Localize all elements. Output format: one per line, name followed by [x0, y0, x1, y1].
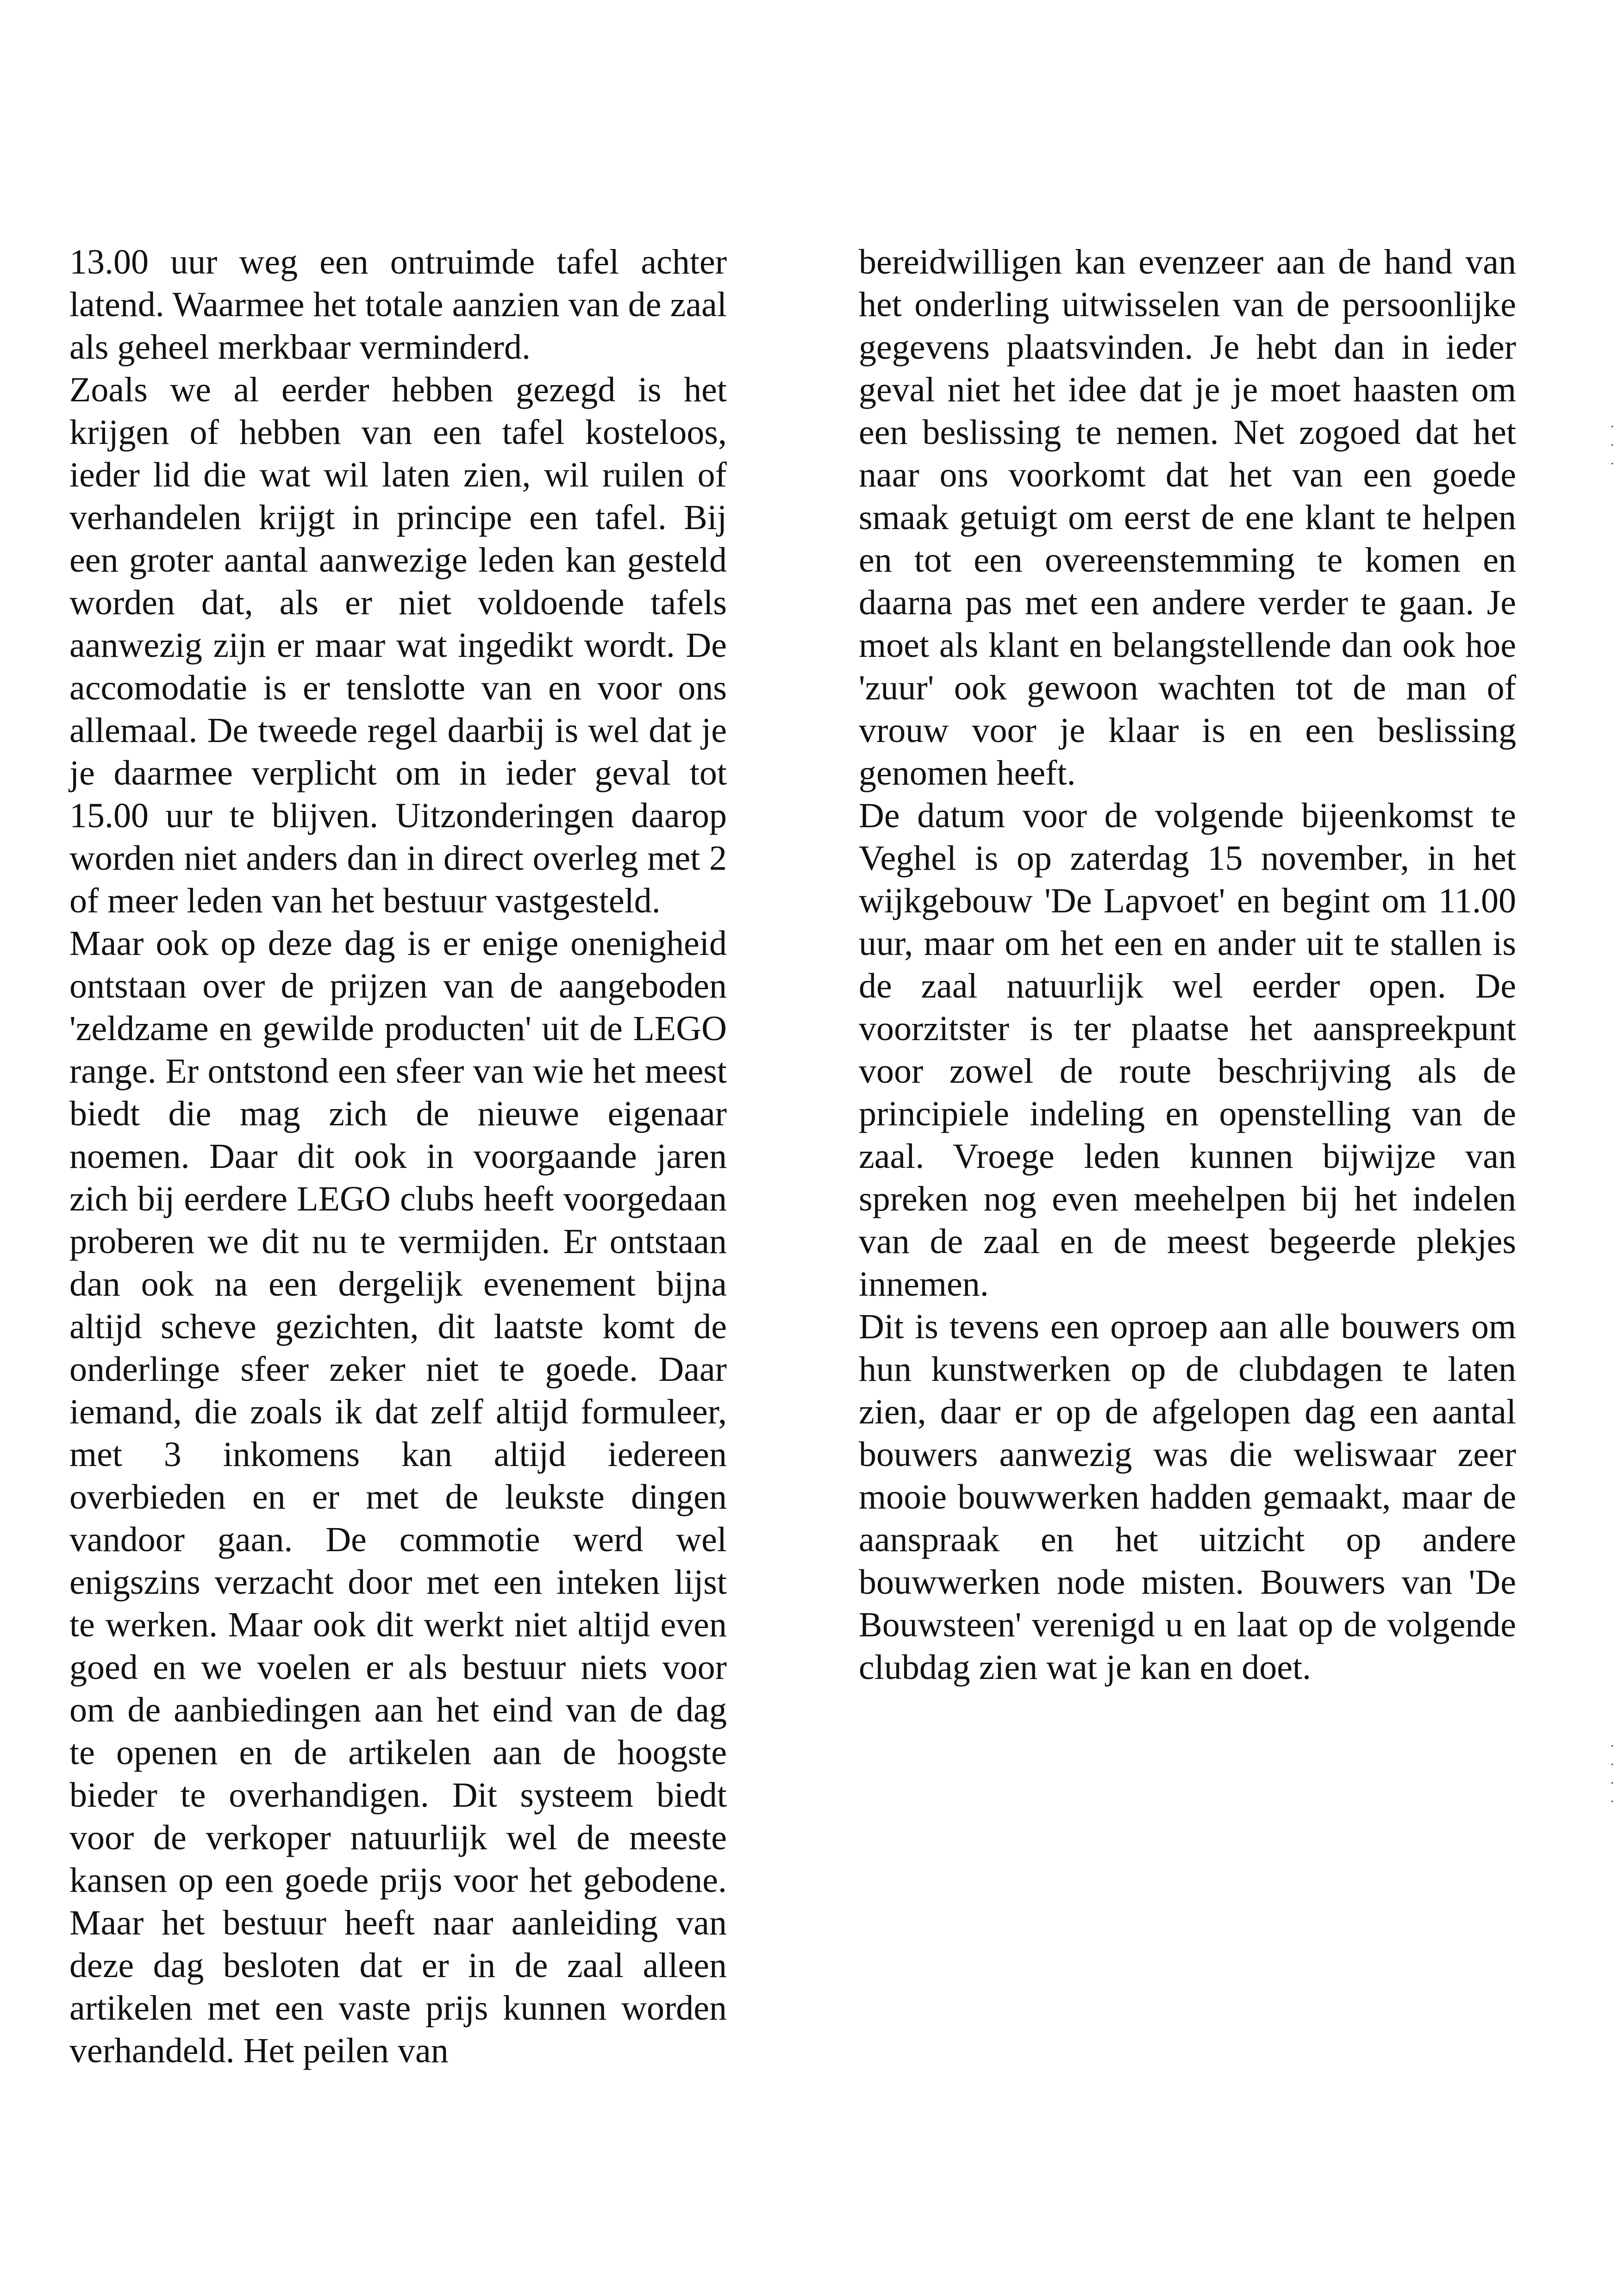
right-paragraph-2: De datum voor de volgende bijeenkomst te Veghel is op zaterdag 15 november, in het wijkgebouw 'De Lapvoet' en begint om 11.00 uur, maar om het een en ander uit te stallen is de zaal natuurlijk wel eerder open. De voorzitster is ter plaatse het aanspreekpunt voor zowel de route beschrijving als de principiele indeling en openstelling van de zaal. Vroege leden kunnen bijwijze van spreken nog even meehelpen bij het indelen van de zaal en de meest begeerde plekjes innemen.	[859, 796, 1516, 1304]
right-paragraph-3: Dit is tevens een oproep aan alle bouwers om hun kunstwerken op de clubdagen te laten zien, daar er op de afgelopen dag een aantal bouwers aanwezig was die weliswaar zeer mooie bouwwerken hadden gemaakt, maar de aanspraak en het uitzicht op andere bouwwerken node misten. Bouwers van 'De Bouwsteen' verenigd u en laat op de volgende clubdag zien wat je kan en doet.	[859, 1307, 1516, 1687]
scan-speck: ·	[1610, 1756, 1615, 1771]
left-paragraph-2: Zoals we al eerder hebben gezegd is het krijgen of hebben van een tafel kosteloos, ieder lid die wat wil laten zien, wil ruilen of verhandelen krijgt in principe een tafel. Bij een groter aantal aanwezige leden kan gesteld worden dat, als er niet voldoende tafels aanwezig zijn er maar wat ingedikt wordt. De accomodatie is er tenslotte van en voor ons allemaal. De tweede regel daarbij is wel dat je je daarmee verplicht om in ieder geval tot 15.00 uur te blijven. Uitzonderingen daarop worden niet anders dan in direct overleg met 2 of meer leden van het bestuur vastgesteld.	[69, 370, 727, 920]
scan-speck: ·	[1610, 1793, 1615, 1808]
scan-margin-marks-top	[1610, 417, 1619, 472]
right-text-column	[859, 241, 1516, 1689]
right-paragraph-1: bereidwilligen kan evenzeer aan de hand van het onderling uitwisselen van de persoonlijke gegevens plaatsvinden. Je hebt dan in ieder geval niet het idee dat je je moet haasten om een beslissing te nemen. Net zogoed dat het naar ons voorkomt dat het van een goede smaak getuigt om eerst de ene klant te helpen en tot een overeenstemming te komen en daarna pas met een andere verder te gaan. Je moet als klant en belangstellende dan ook hoe 'zuur' ook gewoon wachten tot de man of vrouw voor je klaar is en een beslissing genomen heeft.	[859, 243, 1516, 792]
left-text-column	[69, 241, 727, 2072]
left-paragraph-3: Maar ook op deze dag is er enige onenigheid ontstaan over de prijzen van de aangeboden 'zeldzame en gewilde producten' uit de LEGO range. Er ontstond een sfeer van wie het meest biedt die mag zich de nieuwe eigenaar noemen. Daar dit ook in voorgaande jaren zich bij eerdere LEGO clubs heeft voorgedaan proberen we dit nu te vermijden. Er ontstaan dan ook na een dergelijk evenement bijna altijd scheve gezichten, dit laatste komt de onderlinge sfeer zeker niet te goede. Daar iemand, die zoals ik dat zelf altijd formuleer, met 3 inkomens kan altijd iedereen overbieden en er met de leukste dingen vandoor gaan. De commotie werd wel enigszins verzacht door met een inteken lijst te werken. Maar ook dit werkt niet altijd even goed en we voelen er als bestuur niets voor om de aanbiedingen aan het eind van de dag te openen en de artikelen aan de hoogste bieder te overhandigen. Dit systeem biedt voor de verkoper natuurlijk wel de meeste kansen op een goede prijs voor het gebodene. Maar het bestuur heeft naar aanleiding van deze dag besloten dat er in de zaal alleen artikelen met een vaste prijs kunnen worden verhandeld. Het peilen van	[69, 924, 727, 2070]
scan-speck: ·	[1610, 1775, 1615, 1789]
scan-speck: ·	[1610, 418, 1615, 433]
scan-margin-marks-bottom	[1610, 1736, 1619, 1810]
left-paragraph-1: 13.00 uur weg een ontruimde tafel achter latend. Waarmee het totale aanzien van de zaal als geheel merkbaar verminderd.	[69, 243, 727, 367]
scan-speck: ·	[1610, 1738, 1615, 1752]
scan-speck: ·	[1610, 437, 1615, 451]
scan-speck: ·	[1610, 455, 1615, 470]
